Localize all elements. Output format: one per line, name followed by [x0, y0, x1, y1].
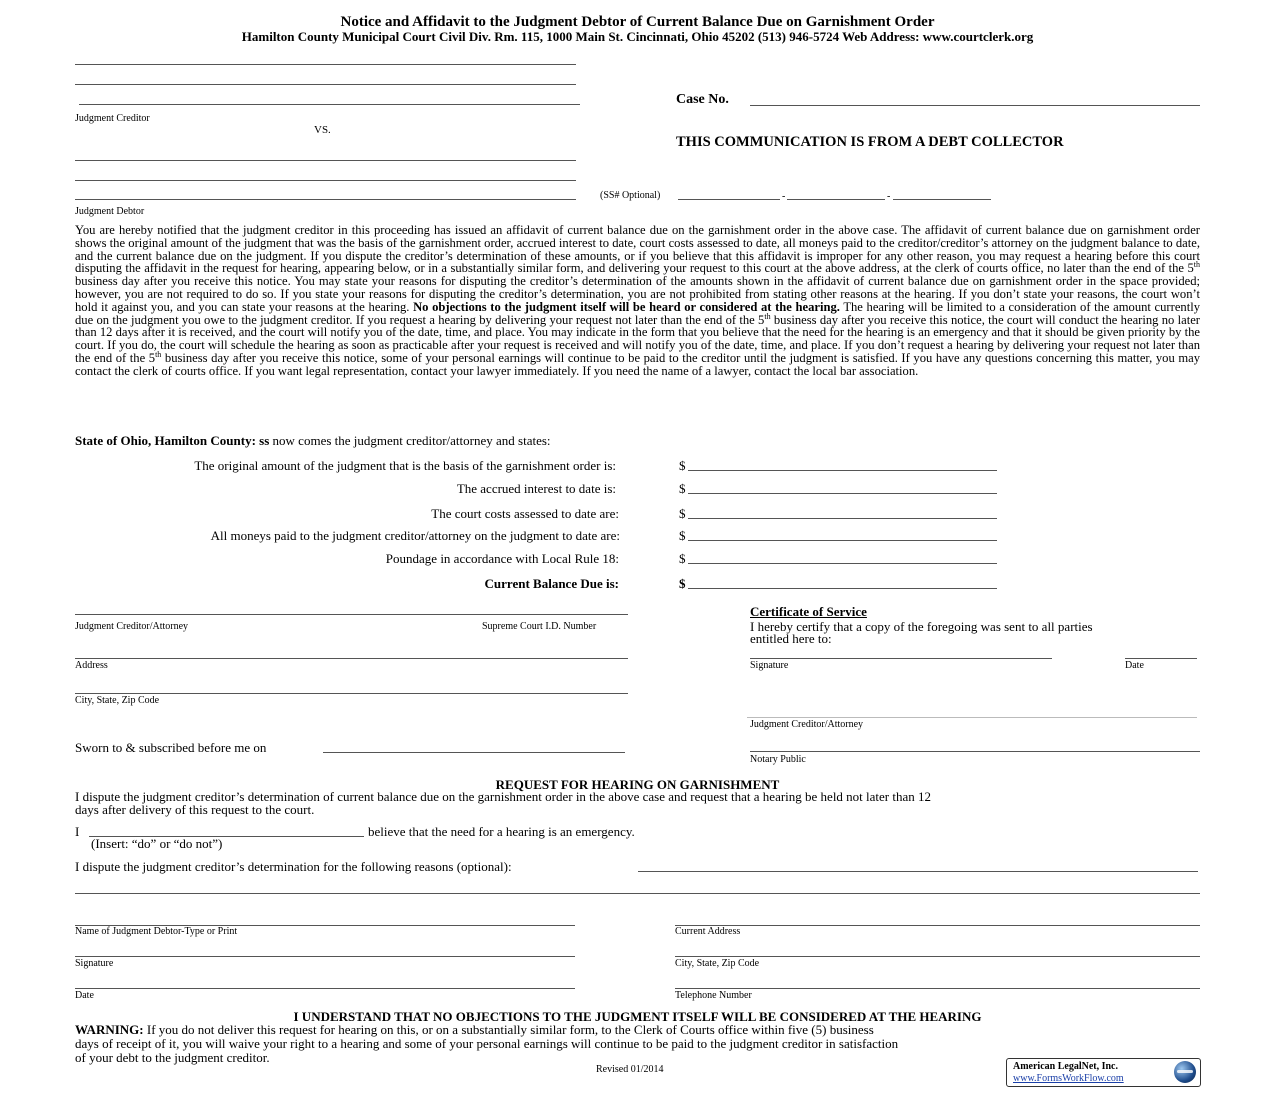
original-amount-field[interactable] [688, 470, 997, 471]
current-balance-field[interactable] [688, 588, 997, 589]
sworn-date-field[interactable] [323, 752, 625, 753]
certificate-date-label: Date [1125, 660, 1144, 671]
certificate-text-1: I hereby certify that a copy of the foregoing was sent to all parties [750, 619, 1093, 634]
request-title: REQUEST FOR HEARING ON GARNISHMENT [495, 777, 780, 792]
revised-date: Revised 01/2014 [596, 1064, 664, 1075]
vs-label: VS. [314, 124, 331, 136]
moneys-paid-label: All moneys paid to the judgment creditor/attorney on the judgment to date are: [210, 528, 620, 543]
creditor-attorney-signature-line[interactable] [75, 614, 628, 615]
debtor-date-label: Date [75, 990, 94, 1001]
certificate-signature-line[interactable] [750, 658, 1052, 659]
debt-collector-notice: THIS COMMUNICATION IS FROM A DEBT COLLECTOR [676, 134, 1064, 150]
poundage-currency: $ [679, 551, 686, 566]
request-i-label: I [75, 824, 80, 839]
certificate-text-2: entitled here to: [750, 631, 832, 646]
warning-line-3: of your debt to the judgment creditor. [75, 1050, 270, 1065]
current-balance-currency: $ [679, 576, 686, 591]
form-title: Notice and Affidavit to the Judgment Debtor of Current Balance Due on Garnishment Order [340, 14, 935, 30]
accrued-interest-label: The accrued interest to date is: [456, 481, 616, 496]
current-address-label: Current Address [675, 926, 741, 937]
telephone-label: Telephone Number [675, 990, 752, 1001]
poundage-field[interactable] [688, 563, 997, 564]
judgment-creditor-label: Judgment Creditor [75, 113, 150, 124]
request-line-2: days after delivery of this request to the court. [75, 802, 315, 817]
court-address: Hamilton County Municipal Court Civil Div. Rm. 115, 1000 Main St. Cincinnati, Ohio 45202 (513) 946-5724 Web Address: www.courtclerk.org [241, 29, 1034, 44]
ssn-field-2[interactable] [787, 199, 885, 200]
debtor-line-3[interactable] [75, 199, 576, 200]
accrued-interest-currency: $ [679, 481, 686, 496]
creditor-line-3[interactable] [79, 104, 580, 105]
reasons-field-2[interactable] [75, 893, 1200, 894]
ssn-field-1[interactable] [678, 199, 780, 200]
supreme-court-id-label: Supreme Court I.D. Number [482, 621, 597, 632]
city-state-zip-line[interactable] [75, 693, 628, 694]
ssn-label: (SS# Optional) [600, 190, 661, 201]
debtor-line-1[interactable] [75, 160, 576, 161]
logo-website-link[interactable]: www.FormsWorkFlow.com [1013, 1073, 1124, 1084]
logo-company-name: American LegalNet, Inc. [1013, 1061, 1118, 1072]
notice-paragraph: You are hereby notified that the judgment creditor in this proceeding has issued an affidavit of current balance due on the garnishment order in the above case. The affidavit of current balance due on garnishment order shows the original amount of the judgment that was the basis of the garnishment order, accrued interest to date, court costs assessed to date, all moneys paid to the creditor/creditor’s attorney on the judgment balance to date, and the current balance due on the judgment. If you dispute the creditor’s determination of these amounts, or if you believe that this affidavit is improper for any other reason, you may request a hearing before this court disputing the affidavit in the request for hearing, appearing below, or in a substantially similar form, and delivering your request to this court at the above address, at the clerk of courts office, no later than the end of the 5th business day after you receive this notice. You may state your reasons for disputing the creditor’s determination of the amounts shown in the affidavit of current balance due on garnishment order in the space provided; however, you are not required to do so. If you state your reasons for disputing the creditor’s determination, you are not prohibited from stating other reasons at the hearing. If you don’t state your reasons, the court won’t hold it against you, and you can state your reasons at the hearing. No objections to the judgment itself will be heard or considered at the hearing. The hearing will be limited to a consideration of the amount currently due on the judgment you owe to the judgment creditor. If you request a hearing by delivering your request not later than the end of the 5th business day after you receive this notice, the court will conduct the hearing no later than 12 days after it is received, and the court will notify you of the date, time, and place. You may indicate in the form that you believe that the need for the hearing is an emergency and that it should be given priority by the court. If you do, the court will schedule the hearing as soon as practicable after your request is received and will notify you of the date, time, and place. If you don’t request a hearing by delivering your request not later than the end of the 5th business day after you receive this notice, some of your personal earnings will continue to be paid to the creditor until the judgment is satisfied. If you have any questions concerning this matter, you may contact the clerk of courts office. If you want legal representation, contact your lawyer immediately. If you need the name of a lawyer, contact the local bar association. [75, 223, 1201, 378]
city-state-zip-label: City, State, Zip Code [75, 695, 160, 706]
certificate-date-line[interactable] [1125, 658, 1197, 659]
debtor-city-label: City, State, Zip Code [675, 958, 760, 969]
reasons-label: I dispute the judgment creditor’s determination for the following reasons (optional): [75, 859, 512, 874]
ssn-dash-2: - [887, 191, 891, 202]
certificate-creditor-label: Judgment Creditor/Attorney [750, 719, 864, 730]
certificate-signature-label: Signature [750, 660, 789, 671]
address-line[interactable] [75, 658, 628, 659]
creditor-attorney-label: Judgment Creditor/Attorney [75, 621, 189, 632]
reasons-field-1[interactable] [638, 871, 1198, 872]
understand-statement: I UNDERSTAND THAT NO OBJECTIONS TO THE JUDGMENT ITSELF WILL BE CONSIDERED AT THE HEARING [293, 1009, 982, 1024]
debtor-date-line[interactable] [75, 988, 575, 989]
warning-line-1: WARNING: If you do not deliver this request for hearing on this, or on a substantially similar form, to the Clerk of Courts office within five (5) business [75, 1022, 874, 1037]
current-address-line[interactable] [675, 925, 1200, 926]
state-of-ohio-line: State of Ohio, Hamilton County: ss now comes the judgment creditor/attorney and states: [75, 433, 551, 448]
moneys-paid-currency: $ [679, 528, 686, 543]
debtor-name-label: Name of Judgment Debtor-Type or Print [75, 926, 238, 937]
globe-icon [1174, 1061, 1196, 1083]
insert-hint: (Insert: “do” or “do not”) [91, 836, 223, 851]
ssn-field-3[interactable] [893, 199, 991, 200]
request-line-1: I dispute the judgment creditor’s determination of current balance due on the garnishment order in the above case and request that a hearing be held not later than 12 [75, 789, 932, 804]
original-amount-label: The original amount of the judgment that is the basis of the garnishment order is: [194, 458, 616, 473]
sworn-label: Sworn to & subscribed before me on [75, 740, 267, 755]
case-no-field[interactable] [750, 105, 1200, 106]
poundage-label: Poundage in accordance with Local Rule 18: [385, 551, 619, 566]
emergency-text: believe that the need for a hearing is an emergency. [368, 824, 635, 839]
debtor-city-line[interactable] [675, 956, 1200, 957]
warning-line-2: days of receipt of it, you will waive your right to a hearing and some of your personal earnings will continue to be paid to the judgment creditor in satisfaction [75, 1036, 899, 1051]
notary-line[interactable] [750, 751, 1200, 752]
debtor-line-2[interactable] [75, 180, 576, 181]
certificate-title: Certificate of Service [750, 604, 867, 619]
case-no-label: Case No. [676, 92, 729, 107]
american-legalnet-logo[interactable] [1006, 1058, 1201, 1087]
telephone-line[interactable] [675, 988, 1200, 989]
notary-label: Notary Public [750, 754, 806, 765]
moneys-paid-field[interactable] [688, 540, 997, 541]
current-balance-label: Current Balance Due is: [484, 576, 619, 591]
accrued-interest-field[interactable] [688, 493, 997, 494]
judgment-debtor-label: Judgment Debtor [75, 206, 145, 217]
creditor-line-1[interactable] [75, 64, 576, 65]
ssn-dash-1: - [782, 191, 786, 202]
court-costs-label: The court costs assessed to date are: [431, 506, 619, 521]
debtor-signature-label: Signature [75, 958, 114, 969]
address-label: Address [75, 660, 108, 671]
original-amount-currency: $ [679, 458, 686, 473]
court-costs-currency: $ [679, 506, 686, 521]
court-costs-field[interactable] [688, 518, 997, 519]
debtor-signature-line[interactable] [75, 956, 575, 957]
certificate-creditor-line[interactable] [747, 717, 1197, 718]
creditor-line-2[interactable] [75, 84, 576, 85]
